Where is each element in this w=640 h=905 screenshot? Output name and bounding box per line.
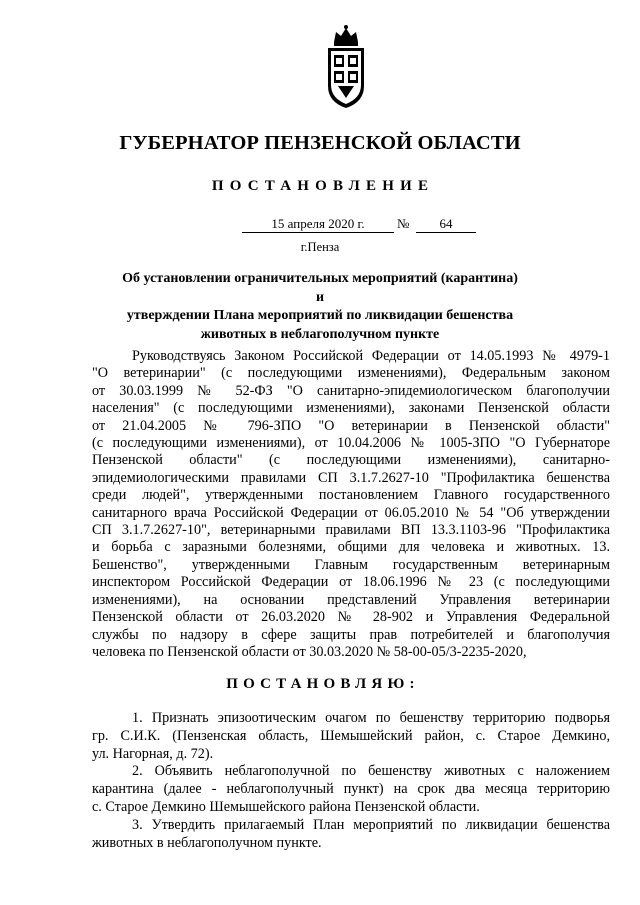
item-line: 1. Признать эпизоотическим очагом по бешенству территорию подворья [132,710,610,726]
preamble-line: санитарного врача Российской Федерации от 06.05.2010 № 54 "Об утверждении [92,504,610,521]
resolution-items [92,710,610,852]
item-line: 2. Объявить неблагополучной по бешенству животных с наложением [132,763,610,780]
resolution-item-2 [92,763,610,816]
preamble-line: Пензенской области от 26.03.2020 № 28-902 и Управления Федеральной [92,609,610,626]
subject-line: животных в неблагополучном пункте [200,326,440,342]
preamble-line: (с последующими изменениями), от 10.04.2006 № 1005-ЗПО "О Губернаторе [92,435,610,452]
preamble-line: Бешенство", утвержденными Главным государственным ветеринарным [92,556,610,573]
preamble-line: "О ветеринарии" (с последующими изменениями), Федеральным законом [92,365,610,382]
preamble-line: от 30.03.1999 № 52-ФЗ "О санитарно-эпидемиологическом благополучии [92,382,610,399]
subject-line: утверждении Плана мероприятий по ликвидации бешенства [126,308,514,323]
resolution-item-1 [92,710,610,763]
document-date: 15 апреля 2020 г. [242,216,394,233]
preamble-line: человека по Пензенской области от 30.03.2020 № 58-00-05/3-2235-2020, [92,643,527,660]
item-line: с. Старое Демкино Шемышейского района Пензенской области. [92,798,480,815]
preamble-line: Руководствуясь Законом Российской Федерации от 14.05.1993 № 4979-1 [132,348,610,364]
item-line: карантина (далее - неблагополучный пункт) на срок два месяца территорию [92,781,610,798]
preamble-line: службы по надзору в сфере защиты прав потребителей и благополучия [92,626,610,643]
preamble-line: инспектором Российской Федерации от 18.06.1996 № 23 (с последующими [92,574,610,591]
preamble-line: эпидемиологическими правилами СП 3.1.7.2627-10 "Профилактика бешенства [92,469,610,486]
resolution-item-3 [92,817,610,853]
preamble-line: изменениями), на основании представлений Управления ветеринарии [92,591,610,608]
item-line: животных в неблагополучном пункте. [92,834,322,851]
date-number-line [0,216,640,236]
document-number: 64 [416,216,476,233]
governor-title: ГУБЕРНАТОР ПЕНЗЕНСКОЙ ОБЛАСТИ [119,132,521,154]
number-sign: № [397,216,410,231]
resolve-heading: ПОСТАНОВЛЯЮ: [226,676,420,692]
preamble-line: и борьба с заразными болезнями, общими для человека и животных. 13. [92,539,610,556]
preamble-line: от 21.04.2005 № 796-ЗПО "О ветеринарии в Пензенской области" [92,417,610,434]
item-line: ул. Нагорная, д. 72). [92,745,214,762]
preamble-line: СП 3.1.7.2627-10", ветеринарными правилами ВП 13.3.1103-96 "Профилактика [92,522,610,539]
document-subject [118,270,522,344]
preamble-paragraph [92,348,610,661]
issue-city: г.Пенза [300,240,340,254]
document-type: ПОСТАНОВЛЕНИЕ [211,178,435,194]
item-line: гр. С.И.К. (Пензенская область, Шемышейский район, с. Старое Демкино, [92,727,610,744]
preamble-line: Пензенской области" (с последующими изменениями), санитарно- [92,452,610,469]
subject-line: Об установлении ограничительных мероприятий (карантина) и [122,271,518,305]
preamble-line: среди людей", утвержденными постановлением Главного государственного [92,487,610,504]
preamble-line: населения" (с последующими изменениями), законами Пензенской области [92,400,610,417]
coat-of-arms-icon [322,24,370,110]
item-line: 3. Утвердить прилагаемый План мероприятий по ликвидации бешенства [132,816,610,833]
